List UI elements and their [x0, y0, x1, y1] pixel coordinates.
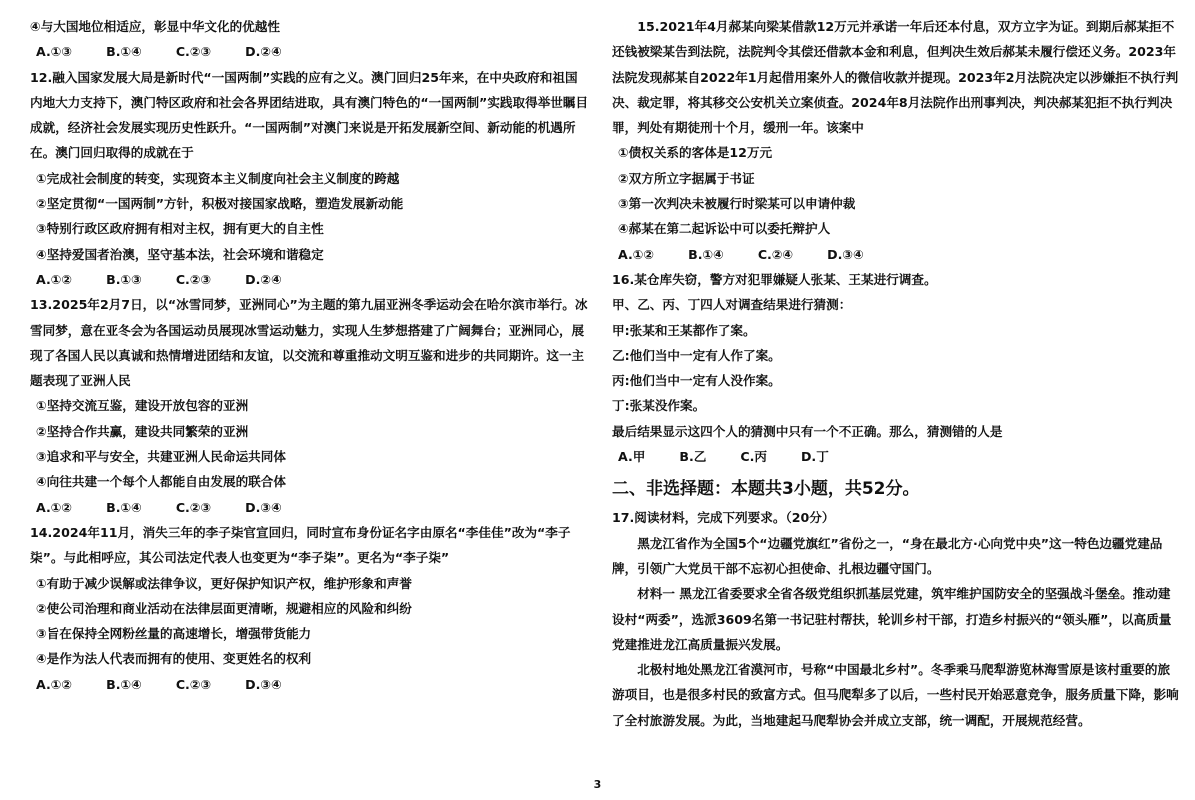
q17-material-paragraph: 北极村地处黑龙江省漠河市，号称“中国最北乡村”。冬季乘马爬犁游览林海雪原是该村重要的旅游项目，也是很多村民的致富方式。但马爬犁多了以后，一些村民开始恶意竞争，服务质量下降，影响了全村旅游发展。为此，当地建起马爬犁协会并成立支部，统一调配，开展规范经营。: [612, 662, 1179, 728]
q15-stem: 15.2021年4月郝某向梁某借款12万元并承诺一年后还本付息，双方立字为证。到期后郝某拒不还钱被梁某告到法院，法院判令其偿还借款本金和利息，但判决生效后郝某未履行偿还义务。2023年法院发现郝某自2022年1月起借用案外人的微信收款并提现。2023年2月法院决定以涉嫌拒不执行判决、裁定罪，将其移交公安机关立案侦查。2024年8月法院作出刑事判决，判决郝某犯拒不执行判决罪，判处有期徒刑十个月，缓刑一年。该案中: [612, 19, 1179, 136]
choice-a: A.①③: [36, 44, 73, 60]
choice-c: C.②③: [175, 676, 212, 692]
choice-d: D.②④: [245, 271, 282, 287]
q12-option-3: ③特别行政区政府拥有相对主权，拥有更大的自主性: [36, 221, 324, 237]
choice-b: B.乙: [679, 449, 707, 465]
q14-option-3: ③旨在保持全网粉丝量的高速增长，增强带货能力: [36, 626, 312, 642]
q14-option-2: ②使公司治理和商业活动在法律层面更清晰，规避相应的风险和纠纷: [36, 600, 412, 616]
choice-c: C.②④: [757, 246, 794, 262]
choice-d: D.③④: [245, 676, 282, 692]
page-number: 3: [593, 778, 602, 791]
q11-option-4: ④与大国地位相适应，彰显中华文化的优越性: [30, 19, 280, 34]
q13-option-4: ④向往共建一个每个人都能自由发展的联合体: [36, 474, 286, 490]
q15-option-1: ①债权关系的客体是12万元: [618, 145, 773, 161]
q16-guess-ding: 丁:张某没作案。: [612, 398, 706, 414]
right-column: [612, 14, 1182, 733]
q12-option-4: ④坚持爱国者治澳，坚守基本法，社会环境和谐稳定: [36, 246, 324, 262]
left-column: [30, 14, 590, 697]
q16-conclusion: 最后结果显示这四个人的猜测中只有一个不正确。那么，猜测错的人是: [612, 423, 1003, 439]
q13-option-2: ②坚持合作共赢，建设共同繁荣的亚洲: [36, 423, 249, 439]
choice-c: C.②③: [175, 44, 212, 60]
choice-b: B.①③: [106, 271, 142, 287]
choice-b: B.①④: [688, 246, 724, 262]
q15-option-3: ③第一次判决未被履行时梁某可以申请仲裁: [618, 196, 856, 212]
q15-choices: [612, 242, 1182, 267]
choice-b: B.①④: [106, 499, 142, 515]
choice-d: D.丁: [800, 449, 829, 465]
choice-a: A.甲: [618, 449, 646, 465]
choice-d: D.②④: [245, 44, 282, 60]
q12-option-2: ②坚定贯彻“一国两制”方针，积极对接国家战略，塑造发展新动能: [36, 196, 404, 212]
choice-c: C.丙: [740, 449, 767, 465]
q14-choices: [30, 672, 590, 697]
choice-c: C.②③: [175, 271, 212, 287]
q13-stem: 13.2025年2月7日，以“冰雪同梦，亚洲同心”为主题的第九届亚洲冬季运动会在哈尔滨市举行。冰雪同梦，意在亚冬会为各国运动员展现冰雪运动魅力，实现人生梦想搭建了广阔舞台；亚洲同心，展现了各国人民以真诚和热情增进团结和友谊，以交流和尊重推动文明互鉴和进步的共同期许。这一主题表现了亚洲人民: [30, 297, 588, 389]
q15-option-4: ④郝某在第二起诉讼中可以委托辩护人: [618, 221, 831, 237]
q12-option-1: ①完成社会制度的转变，实现资本主义制度向社会主义制度的跨越: [36, 170, 400, 186]
choice-a: A.①②: [36, 271, 73, 287]
q14-stem: 14.2024年11月，消失三年的李子柒官宣回归，同时宣布身份证名字由原名“李佳佳”改为“李子柒”。与此相呼应，其公司法定代表人也变更为“李子柒”。更名为“李子柒”: [30, 524, 571, 566]
choice-d: D.③④: [245, 499, 282, 515]
choice-a: A.①②: [618, 246, 655, 262]
q17-intro-paragraph: 黑龙江省作为全国5个“边疆党旗红”省份之一，“身在最北方·心向党中央”这一特色边疆党建品牌，引领广大党员干部不忘初心担使命、扎根边疆守国门。: [612, 535, 1163, 576]
q17-stem: 17.阅读材料，完成下列要求。（20分）: [612, 510, 835, 526]
choice-a: A.①②: [36, 676, 73, 692]
choice-d: D.③④: [827, 246, 864, 262]
q12-stem: 12.融入国家发展大局是新时代“一国两制”实践的应有之义。澳门回归25年来，在中央政府和祖国内地大力支持下，澳门特区政府和社会各界团结进取，具有澳门特色的“一国两制”实践取得举世瞩目成就，经济社会发展实现历史性跃升。“一国两制”对澳门来说是开拓发展新空间、新动能的机遇所在。澳门回归取得的成就在于: [30, 69, 589, 161]
q16-choices: [612, 444, 1182, 469]
q16-guess-jia: 甲:张某和王某都作了案。: [612, 322, 756, 338]
q15-option-2: ②双方所立字据属于书证: [618, 170, 755, 186]
q16-stem: 16.某仓库失窃，警方对犯罪嫌疑人张某、王某进行调查。: [612, 271, 937, 287]
q11-choices: [30, 39, 590, 64]
q13-choices: [30, 495, 590, 520]
q13-option-3: ③追求和平与安全，共建亚洲人民命运共同体: [36, 449, 286, 465]
q16-guess-yi: 乙:他们当中一定有人作了案。: [612, 347, 781, 363]
q17-material-1: 材料一 黑龙江省委要求全省各级党组织抓基层党建，筑牢维护国防安全的坚强战斗堡垒。推动建设村“两委”，选派3609名第一书记驻村帮扶，轮训乡村干部，打造乡村振兴的“领头雁”，以高质量党建推进龙江高质量振兴发展。: [612, 586, 1172, 652]
section-2-title: 二、非选择题：本题共3小题，共52分。: [612, 479, 920, 500]
choice-a: A.①②: [36, 499, 73, 515]
choice-b: B.①④: [106, 44, 142, 60]
q14-option-1: ①有助于减少误解或法律争议，更好保护知识产权，维护形象和声誉: [36, 575, 412, 591]
q16-guess-bing: 丙:他们当中一定有人没作案。: [612, 373, 781, 389]
q13-option-1: ①坚持交流互鉴，建设开放包容的亚洲: [36, 398, 249, 414]
q14-option-4: ④是作为法人代表而拥有的使用、变更姓名的权利: [36, 651, 312, 667]
q16-intro: 甲、乙、丙、丁四人对调查结果进行猜测：: [612, 297, 852, 313]
choice-c: C.②③: [175, 499, 212, 515]
choice-b: B.①④: [106, 676, 142, 692]
q12-choices: [30, 267, 590, 292]
